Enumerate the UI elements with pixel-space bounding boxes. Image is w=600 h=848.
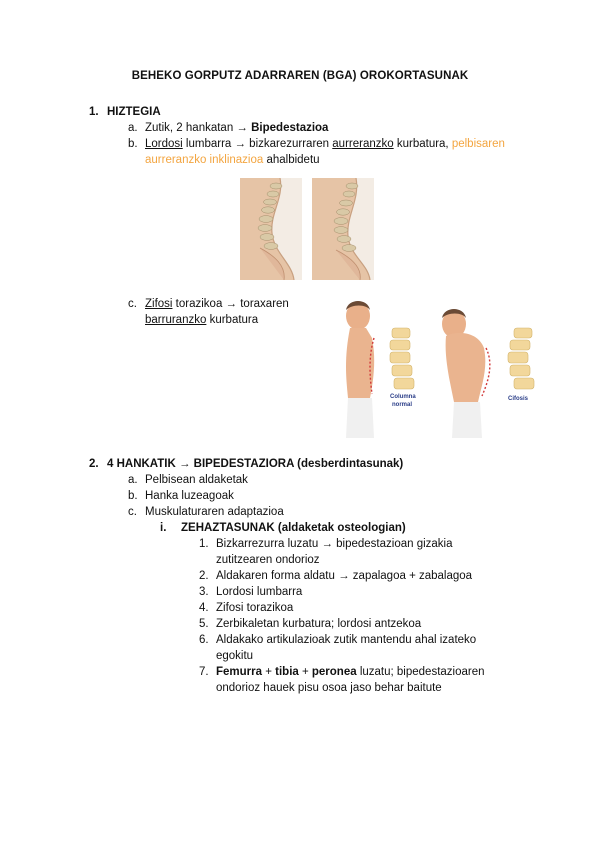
lordosis-illustration-2 <box>312 178 374 280</box>
list-item-3-number: 3. <box>199 586 209 598</box>
subsection-heading: ZEHAZTASUNAK (aldaketak osteologian) <box>181 522 406 534</box>
section1-item-c-label: c. <box>128 298 137 310</box>
section1-number: 1. <box>89 106 99 118</box>
item7-text1: luzatu; bipedestazioaren <box>356 666 485 678</box>
item-b-text1: lumbarra → bizkarezurraren <box>182 138 333 150</box>
list-item-7-line2: ondorioz hauek pisu osoa jaso behar baitute <box>216 682 442 694</box>
plus-1: + <box>262 666 276 678</box>
list-item-6-number: 6. <box>199 634 209 646</box>
list-item-4: Zifosi torazikoa <box>216 602 294 614</box>
caption-cifosis: Cifosis <box>508 396 529 402</box>
highlight-inklinazioa: aurreranzko inklinazioa <box>145 154 264 166</box>
term-aurreranzko: aurreranzko <box>332 138 394 150</box>
section2-item-a-label: a. <box>128 474 138 486</box>
term-tibia: tibia <box>275 666 299 678</box>
section2-number: 2. <box>89 458 99 470</box>
list-item-6-line2: egokitu <box>216 650 254 662</box>
section1-item-c-line1 <box>145 296 289 312</box>
item-a-bold: Bipedestazioa <box>251 122 329 134</box>
term-zifosi: Zifosi <box>145 298 173 310</box>
kyphosis-illustration <box>328 298 560 438</box>
section1-item-b-line1 <box>145 136 505 152</box>
section2-item-c-label: c. <box>128 506 137 518</box>
list-item-5-number: 5. <box>199 618 209 630</box>
item-c-text2: kurbatura <box>206 314 259 326</box>
section1-heading: HIZTEGIA <box>107 106 161 118</box>
section1-item-b-line2 <box>145 152 320 168</box>
item-c-text1: torazikoa → toraxaren <box>172 298 289 310</box>
section2-item-a: Pelbisean aldaketak <box>145 474 248 486</box>
section1-item-b-label: b. <box>128 138 138 150</box>
section1-item-a <box>145 120 328 136</box>
section2-item-b: Hanka luzeagoak <box>145 490 234 502</box>
lordosis-illustration-1 <box>240 178 302 280</box>
item-a-text: Zutik, 2 hankatan → <box>145 122 252 134</box>
item-b-text3: ahalbidetu <box>263 154 320 166</box>
list-item-1-line1: Bizkarrezurra luzatu → bipedestazioan gizakia <box>216 538 453 550</box>
list-item-7-number: 7. <box>199 666 209 678</box>
section1-item-c-line2 <box>145 312 258 328</box>
section1-item-a-label: a. <box>128 122 138 134</box>
plus-2: + <box>298 666 312 678</box>
list-item-7-line1 <box>216 664 485 680</box>
section2-item-c: Muskulaturaren adaptazioa <box>145 506 284 518</box>
document-title: BEHEKO GORPUTZ ADARRAREN (BGA) OROKORTASUNAK <box>131 70 469 82</box>
term-peronea: peronea <box>311 666 357 678</box>
caption-columna: Columna <box>390 394 416 400</box>
section2-heading: 4 HANKATIK → BIPEDESTAZIORA (desberdintasunak) <box>107 458 404 470</box>
list-item-4-number: 4. <box>199 602 209 614</box>
term-barruranzko: barruranzko <box>145 314 207 326</box>
list-item-2: Aldakaren forma aldatu → zapalagoa + zabalagoa <box>216 570 473 582</box>
item-b-text2: kurbatura, <box>393 138 452 150</box>
subsection-label: i. <box>160 522 167 534</box>
list-item-3: Lordosi lumbarra <box>216 586 303 598</box>
term-lordosi: Lordosi <box>145 138 183 150</box>
list-item-1-number: 1. <box>199 538 209 550</box>
caption-normal: normal <box>392 402 413 408</box>
highlight-pelbisaren: pelbisaren <box>451 138 505 150</box>
list-item-2-number: 2. <box>199 570 209 582</box>
section2-item-b-label: b. <box>128 490 138 502</box>
list-item-6-line1: Aldakako artikulazioak zutik mantendu ahal izateko <box>216 634 477 646</box>
list-item-1-line2: zutitzearen ondorioz <box>216 554 320 566</box>
list-item-5: Zerbikaletan kurbatura; lordosi antzekoa <box>216 618 422 630</box>
term-femurra: Femurra <box>216 666 263 678</box>
